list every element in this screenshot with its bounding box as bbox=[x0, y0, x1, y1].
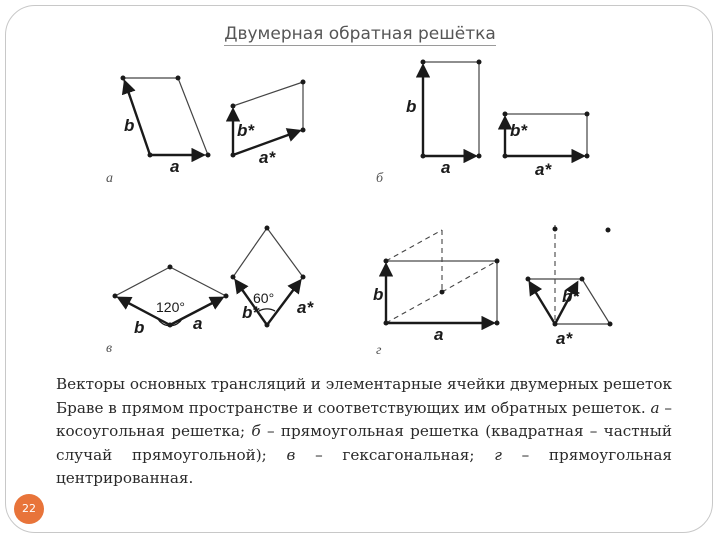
lattice-node bbox=[148, 153, 153, 158]
slide-title-text: Двумерная обратная решётка bbox=[224, 24, 496, 44]
caption-marker-b: б bbox=[251, 422, 261, 440]
lattice-node bbox=[553, 322, 558, 327]
caption-marker-v: в bbox=[286, 445, 296, 464]
angle-arc bbox=[259, 309, 275, 311]
lattice-node bbox=[176, 76, 181, 81]
lattice-node bbox=[526, 277, 531, 282]
lattice-node bbox=[503, 154, 508, 159]
caption-text: Векторы основных трансляций и элементарные ячейки двумерных решеток Браве в прямом пространстве и соответствующих им обратных решеток. bbox=[56, 375, 672, 417]
lattice-node bbox=[503, 112, 508, 117]
lattice-node bbox=[113, 294, 118, 299]
panel-a-oblique bbox=[106, 76, 306, 187]
hex-direct-cell bbox=[115, 267, 226, 325]
lattice-node bbox=[301, 128, 306, 133]
lattice-node bbox=[265, 323, 270, 328]
label-a: a bbox=[170, 157, 180, 176]
lattice-node bbox=[231, 153, 236, 158]
label-a-star: a* bbox=[259, 148, 276, 167]
lattice-node bbox=[301, 80, 306, 85]
lattice-node bbox=[606, 228, 611, 233]
lattice-node bbox=[495, 259, 500, 264]
lattice-node bbox=[440, 290, 445, 295]
lattice-node bbox=[206, 153, 211, 158]
lattice-node bbox=[477, 154, 482, 159]
panel-v-hexagonal bbox=[106, 226, 314, 357]
lattice-node bbox=[224, 294, 229, 299]
oblique-reciprocal-cell bbox=[233, 82, 303, 155]
panel-label-g: г bbox=[376, 343, 382, 358]
lattice-node bbox=[421, 60, 426, 65]
label-b-star: b* bbox=[510, 121, 527, 140]
panel-label-v: в bbox=[106, 341, 113, 356]
lattice-node bbox=[585, 154, 590, 159]
caption-text: – прямоугольная решетка (квадратная – частный случай прямоугольной); bbox=[56, 422, 672, 464]
lattice-node bbox=[384, 321, 389, 326]
lattice-node bbox=[231, 104, 236, 109]
lattice-node bbox=[421, 154, 426, 159]
dashed-line bbox=[386, 292, 442, 323]
label-a-star: a* bbox=[556, 329, 573, 348]
caption-text: – косоугольная решетка; bbox=[56, 398, 672, 440]
label-a: a bbox=[434, 325, 444, 344]
panel-g-centered-rectangular bbox=[373, 225, 613, 358]
label-a-star: a* bbox=[297, 298, 314, 317]
panel-label-a: а bbox=[106, 171, 113, 186]
label-a: a bbox=[193, 314, 203, 333]
label-a: a bbox=[441, 158, 451, 177]
lattice-node bbox=[121, 76, 126, 81]
caption-marker-a: а bbox=[650, 398, 660, 417]
lattice-node bbox=[168, 323, 173, 328]
label-b: b bbox=[134, 318, 145, 337]
figure-caption bbox=[56, 373, 672, 491]
panel-label-b: б bbox=[376, 171, 384, 186]
lattice-node bbox=[477, 60, 482, 65]
panel-b-rectangular bbox=[376, 60, 590, 187]
angle-label: 60° bbox=[253, 290, 275, 306]
lattice-node bbox=[231, 275, 236, 280]
rect-direct-cell bbox=[423, 62, 479, 156]
label-b-star: b* bbox=[237, 121, 254, 140]
lattice-node bbox=[168, 265, 173, 270]
lattice-node bbox=[384, 259, 389, 264]
lattice-node bbox=[608, 322, 613, 327]
lattice-node bbox=[553, 227, 558, 232]
dashed-line bbox=[442, 261, 497, 292]
centered-vector-b-star bbox=[530, 283, 555, 324]
caption-text: – прямоугольная центрированная. bbox=[56, 445, 672, 487]
label-b: b bbox=[124, 116, 135, 135]
label-b: b bbox=[373, 285, 384, 304]
caption-marker-g: г bbox=[494, 445, 502, 464]
label-b: b bbox=[406, 97, 417, 116]
lattice-node bbox=[495, 321, 500, 326]
lattice-node bbox=[265, 226, 270, 231]
lattice-node bbox=[585, 112, 590, 117]
lattice-node bbox=[301, 275, 306, 280]
dashed-line bbox=[386, 230, 442, 261]
caption-text: – гексагональная; bbox=[295, 445, 495, 464]
lattice-node bbox=[580, 277, 585, 282]
label-b-star: b* bbox=[562, 287, 579, 306]
label-b-star: b* bbox=[242, 303, 259, 322]
angle-label: 120° bbox=[156, 299, 185, 315]
page-number-badge: 22 bbox=[14, 494, 44, 524]
label-a-star: a* bbox=[535, 160, 552, 179]
